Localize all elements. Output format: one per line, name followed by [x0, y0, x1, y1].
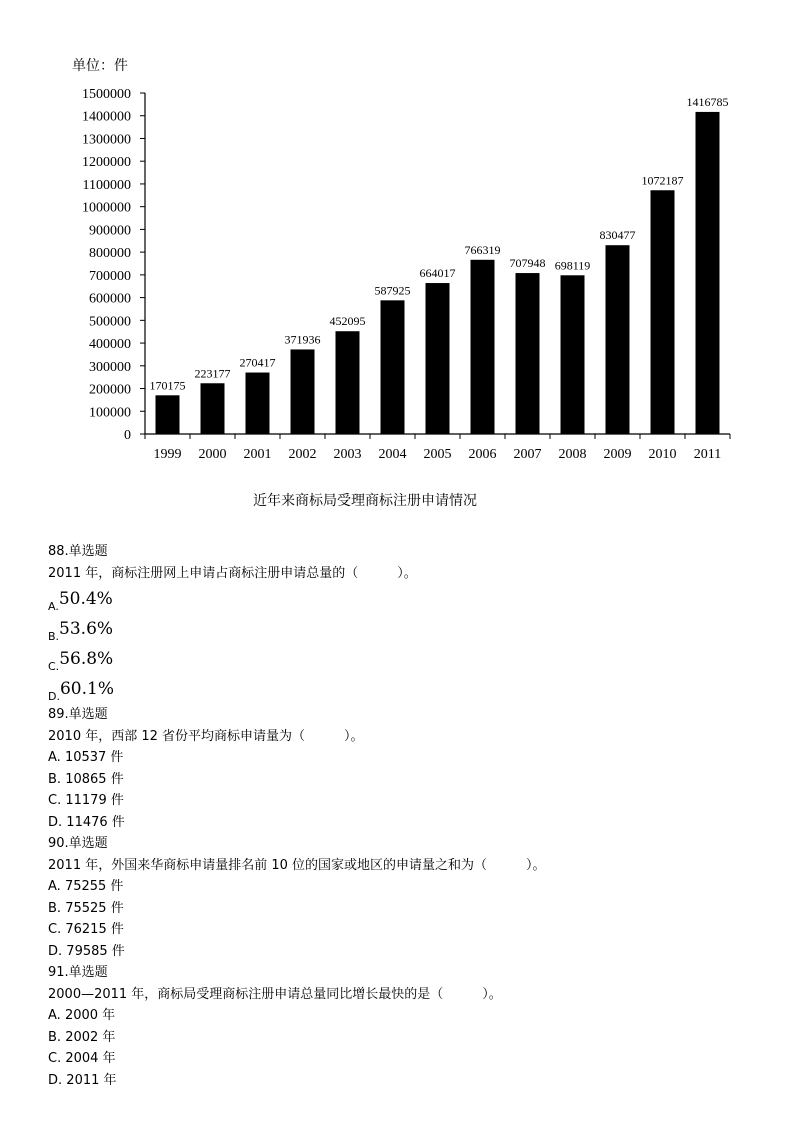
option-value: 53.6%: [59, 619, 114, 639]
y-tick-label: 1200000: [82, 155, 131, 171]
option-value: 11476 件: [66, 814, 125, 830]
bar: [201, 383, 225, 434]
option-letter: B.: [48, 1029, 62, 1045]
x-tick-label: 2007: [513, 447, 542, 462]
option-b[interactable]: [48, 769, 768, 791]
question-stem: 2000—2011 年，商标局受理商标注册申请总量同比增长最快的是（ ）。: [48, 986, 502, 1002]
y-tick-label: 1300000: [82, 132, 131, 148]
bar: [381, 300, 405, 434]
x-tick-label: 2010: [648, 447, 677, 462]
option-letter: D.: [48, 943, 63, 959]
data-label: 452095: [329, 314, 366, 329]
bar: [336, 331, 360, 434]
question-stem: 2011 年，商标注册网上申请占商标注册申请总量的（ ）。: [48, 565, 417, 581]
y-tick-label: 1000000: [82, 200, 131, 216]
data-label: 698119: [554, 258, 591, 273]
chart-unit-label: 单位：件: [72, 58, 128, 74]
y-tick-label: 200000: [89, 382, 131, 398]
option-letter: C.: [48, 660, 60, 673]
y-tick-label: 1500000: [82, 87, 131, 102]
option-letter: A.: [48, 879, 61, 894]
x-tick-label: 2008: [558, 447, 587, 462]
option-value: 76215 件: [65, 922, 124, 937]
option-value: 2004 年: [65, 1051, 116, 1066]
y-tick-label: 800000: [89, 246, 131, 262]
x-tick-label: 1999: [153, 447, 182, 462]
x-tick-label: 2011: [693, 447, 722, 462]
question-list: [48, 541, 768, 1091]
bar: [516, 273, 540, 434]
option-c[interactable]: [48, 1048, 768, 1070]
option-value: 50.4%: [58, 589, 113, 609]
y-tick-label: 0: [124, 428, 131, 443]
option-letter: A.: [48, 600, 59, 613]
x-tick-label: 2001: [243, 447, 272, 462]
option-b[interactable]: [48, 614, 768, 644]
option-letter: A.: [48, 1008, 61, 1023]
option-c[interactable]: [48, 919, 768, 941]
bar: [156, 395, 180, 434]
question-number: 89.单选题: [48, 707, 108, 722]
bar: [291, 349, 315, 434]
option-letter: C.: [48, 922, 62, 937]
option-letter: B.: [48, 771, 62, 787]
x-tick-label: 2004: [378, 447, 407, 462]
option-b[interactable]: [48, 898, 768, 920]
y-tick-label: 100000: [89, 405, 131, 421]
option-a[interactable]: [48, 584, 768, 614]
option-d[interactable]: [48, 1070, 768, 1092]
data-label: 830477: [599, 228, 636, 243]
question-number: 90.单选题: [48, 836, 108, 851]
option-a[interactable]: [48, 876, 768, 898]
y-tick-label: 600000: [89, 291, 131, 307]
question-stem: 2010 年，西部 12 省份平均商标申请量为（ ）。: [48, 728, 364, 744]
option-value: 2002 年: [65, 1029, 116, 1045]
y-tick-label: 700000: [89, 268, 131, 284]
option-a[interactable]: [48, 1005, 768, 1027]
data-label: 270417: [239, 355, 276, 370]
option-value: 10537 件: [64, 750, 124, 765]
bar: [426, 283, 450, 434]
option-value: 56.8%: [59, 649, 114, 669]
option-value: 75525 件: [65, 900, 124, 916]
option-letter: D.: [48, 690, 60, 703]
option-value: 79585 件: [66, 943, 125, 959]
data-label: 371936: [284, 332, 321, 347]
option-value: 75255 件: [64, 879, 124, 894]
bar: [561, 275, 585, 434]
option-letter: B.: [48, 900, 62, 916]
question-stem: 2011 年，外国来华商标申请量排名前 10 位的国家或地区的申请量之和为（ ）。: [48, 857, 546, 873]
y-tick-label: 1400000: [82, 109, 131, 125]
option-c[interactable]: [48, 644, 768, 674]
option-value: 2000 年: [64, 1008, 116, 1023]
data-label: 587925: [374, 283, 411, 298]
option-letter: D.: [48, 1072, 63, 1088]
question-number: 88.单选题: [48, 544, 108, 559]
data-label: 1072187: [641, 173, 684, 188]
bar: [246, 373, 270, 434]
bar: [696, 112, 720, 434]
option-letter: A.: [48, 750, 61, 765]
x-tick-label: 2000: [198, 447, 227, 462]
option-letter: C.: [48, 1051, 62, 1066]
y-tick-label: 900000: [89, 223, 131, 239]
data-label: 766319: [464, 242, 501, 257]
option-value: 10865 件: [65, 771, 124, 787]
option-d[interactable]: [48, 941, 768, 963]
option-c[interactable]: [48, 790, 768, 812]
option-value: 2011 年: [66, 1072, 117, 1088]
y-tick-label: 300000: [89, 359, 131, 375]
data-label: 664017: [419, 266, 456, 281]
option-letter: C.: [48, 793, 62, 808]
option-b[interactable]: [48, 1027, 768, 1049]
option-letter: B.: [48, 630, 60, 643]
x-tick-label: 2006: [468, 447, 497, 462]
option-d[interactable]: [48, 674, 768, 704]
option-value: 60.1%: [59, 679, 114, 699]
option-value: 11179 件: [65, 793, 124, 808]
x-tick-label: 2003: [333, 447, 362, 462]
chart-title: 近年来商标局受理商标注册申请情况: [253, 493, 477, 509]
data-label: 707948: [509, 256, 546, 271]
y-tick-label: 500000: [89, 314, 131, 330]
y-tick-label: 400000: [89, 337, 131, 353]
y-tick-label: 1100000: [82, 177, 131, 193]
data-label: 223177: [194, 366, 231, 381]
option-a[interactable]: [48, 747, 768, 769]
x-tick-label: 2005: [423, 447, 452, 462]
x-tick-label: 2002: [288, 447, 317, 462]
option-d[interactable]: [48, 812, 768, 834]
bar: [651, 190, 675, 434]
question-number: 91.单选题: [48, 965, 108, 980]
bar: [471, 260, 495, 434]
x-tick-label: 2009: [603, 447, 632, 462]
bar-chart: [0, 0, 800, 520]
data-label: 170175: [149, 378, 186, 393]
option-letter: D.: [48, 814, 63, 830]
data-label: 1416785: [686, 94, 729, 109]
bar: [606, 245, 630, 434]
